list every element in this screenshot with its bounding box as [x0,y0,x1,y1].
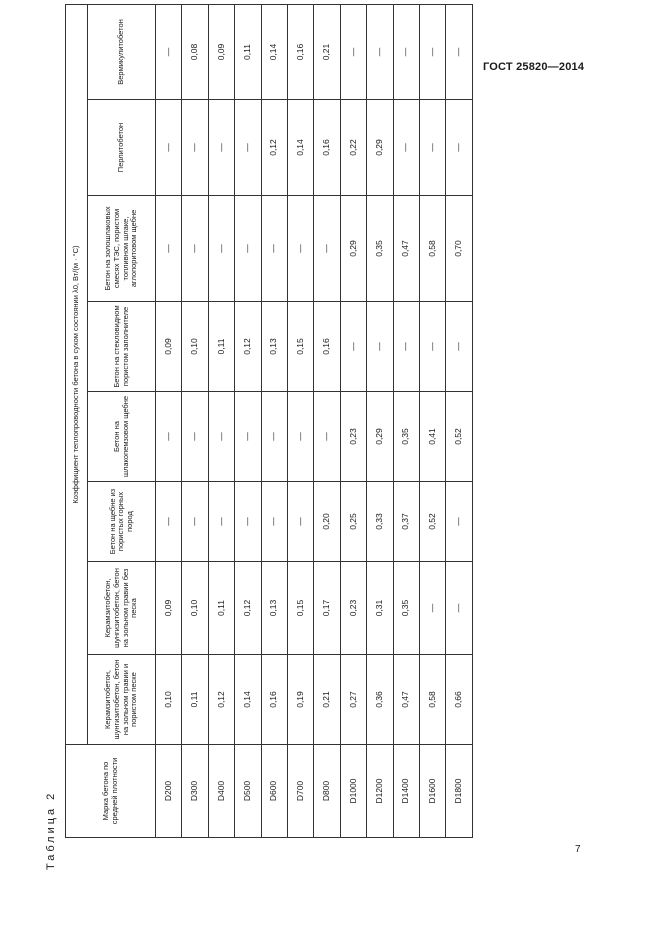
value-cell: 0,13 [261,562,287,655]
value-cell: — [393,5,419,100]
column-header: Бетон на щебне из пористых горных пород [88,482,156,562]
value-cell: — [182,482,208,562]
value-cell: 0,10 [182,302,208,392]
value-cell: 0,11 [208,562,234,655]
value-cell: — [156,100,182,196]
value-cell: — [261,482,287,562]
value-cell: — [235,482,261,562]
value-cell: 0,35 [393,562,419,655]
value-cell: — [314,196,340,302]
value-cell: — [235,100,261,196]
value-cell: 0,29 [367,392,393,482]
value-cell: — [446,562,473,655]
table-row [446,5,473,838]
value-cell: — [446,302,473,392]
value-cell: — [367,5,393,100]
value-cell: 0,10 [182,562,208,655]
value-cell: 0,47 [393,196,419,302]
thermal-conductivity-table [65,4,473,838]
value-cell: — [420,100,446,196]
value-cell: 0,15 [288,302,314,392]
value-cell: — [340,302,366,392]
page-number: 7 [575,844,581,855]
value-cell: — [420,562,446,655]
value-cell: 0,08 [182,5,208,100]
value-cell: 0,35 [367,196,393,302]
value-cell: — [393,302,419,392]
grade-cell: D1000 [340,745,366,838]
value-cell: 0,12 [208,655,234,745]
grade-cell: D300 [182,745,208,838]
value-cell: 0,19 [288,655,314,745]
value-cell: 0,23 [340,562,366,655]
value-cell: — [208,482,234,562]
value-cell: — [288,392,314,482]
grade-cell: D1600 [420,745,446,838]
value-cell: — [235,392,261,482]
value-cell: 0,66 [446,655,473,745]
value-cell: 0,21 [314,655,340,745]
rotated-table-wrapper [65,19,473,838]
value-cell: 0,58 [420,196,446,302]
value-cell: 0,17 [314,562,340,655]
table-row [208,5,234,838]
value-cell: — [182,392,208,482]
value-cell: 0,11 [208,302,234,392]
value-cell: 0,11 [235,5,261,100]
value-cell: 0,20 [314,482,340,562]
value-cell: — [420,302,446,392]
value-cell: 0,16 [288,5,314,100]
grade-cell: D600 [261,745,287,838]
grade-cell: D1200 [367,745,393,838]
value-cell: 0,58 [420,655,446,745]
value-cell: 0,16 [261,655,287,745]
table-row [288,5,314,838]
value-cell: — [182,100,208,196]
table-row [420,5,446,838]
value-cell: 0,12 [261,100,287,196]
grade-cell: D1400 [393,745,419,838]
grade-cell: D400 [208,745,234,838]
column-header: Вермикулитобетон [88,5,156,100]
value-cell: 0,36 [367,655,393,745]
value-cell: — [261,196,287,302]
value-cell: — [235,196,261,302]
value-cell: 0,21 [314,5,340,100]
value-cell: — [208,100,234,196]
value-cell: 0,11 [182,655,208,745]
value-cell: 0,13 [261,302,287,392]
column-header: Бетон на стекловидном пористом заполнителе [88,302,156,392]
value-cell: — [156,196,182,302]
value-cell: 0,35 [393,392,419,482]
grade-cell: D200 [156,745,182,838]
table-row [182,5,208,838]
value-cell: 0,09 [156,302,182,392]
value-cell: 0,09 [208,5,234,100]
value-cell: 0,27 [340,655,366,745]
value-cell: — [446,100,473,196]
value-cell: 0,29 [367,100,393,196]
value-cell: 0,15 [288,562,314,655]
group-header: Коэффициент теплопроводности бетона в сухом состоянии λ0, Вт/(м · °С) [66,5,88,745]
value-cell: — [288,482,314,562]
grade-header: Марка бетона по средней плотности [66,745,156,838]
value-cell: 0,22 [340,100,366,196]
value-cell: 0,12 [235,562,261,655]
grade-cell: D800 [314,745,340,838]
table-row [156,5,182,838]
document-header: ГОСТ 25820—2014 [483,61,585,73]
value-cell: 0,16 [314,302,340,392]
value-cell: — [156,5,182,100]
value-cell: — [420,5,446,100]
table-row [367,5,393,838]
table-row [235,5,261,838]
value-cell: — [288,196,314,302]
value-cell: — [156,482,182,562]
column-header: Керамзитобетон, шунгизитобетон, бетон на зольном гравии без песка [88,562,156,655]
column-header: Перлитобетон [88,100,156,196]
value-cell: — [208,196,234,302]
grade-cell: D1800 [446,745,473,838]
table-row [340,5,366,838]
column-header: Бетон на золошлаковых смесях ТЭС, пористом топливном шлаке, аглопоритовом щебне [88,196,156,302]
value-cell: 0,14 [235,655,261,745]
table-caption: Таблица 2 [45,790,57,870]
table-row [393,5,419,838]
value-cell: 0,52 [446,392,473,482]
table-row [261,5,287,838]
value-cell: 0,14 [288,100,314,196]
value-cell: 0,52 [420,482,446,562]
value-cell: — [156,392,182,482]
grade-cell: D500 [235,745,261,838]
value-cell: — [182,196,208,302]
value-cell: — [314,392,340,482]
value-cell: — [446,5,473,100]
value-cell: 0,10 [156,655,182,745]
value-cell: — [261,392,287,482]
value-cell: 0,14 [261,5,287,100]
value-cell: 0,16 [314,100,340,196]
value-cell: 0,25 [340,482,366,562]
value-cell: — [367,302,393,392]
value-cell: — [393,100,419,196]
value-cell: 0,70 [446,196,473,302]
value-cell: 0,09 [156,562,182,655]
value-cell: 0,41 [420,392,446,482]
value-cell: 0,31 [367,562,393,655]
grade-cell: D700 [288,745,314,838]
column-header: Керамзитобетон, шунгизитобетон, бетон на зольном гравии и пористом песке [88,655,156,745]
value-cell: 0,37 [393,482,419,562]
value-cell: 0,23 [340,392,366,482]
value-cell: — [340,5,366,100]
value-cell: 0,33 [367,482,393,562]
value-cell: 0,47 [393,655,419,745]
column-header: Бетон на шлакопемзовом щебне [88,392,156,482]
value-cell: — [446,482,473,562]
value-cell: 0,12 [235,302,261,392]
value-cell: 0,29 [340,196,366,302]
table-row [314,5,340,838]
value-cell: — [208,392,234,482]
